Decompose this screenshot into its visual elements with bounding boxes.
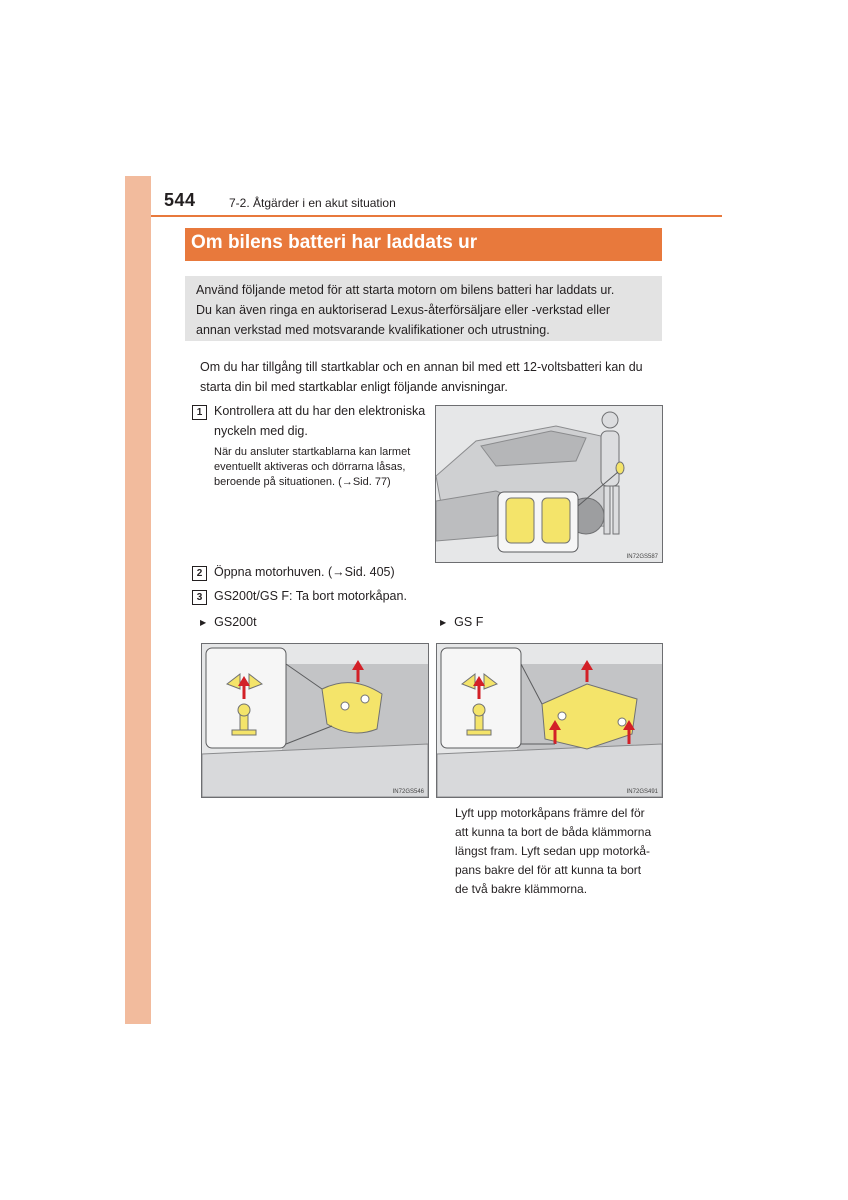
engine-drawing-gsf xyxy=(437,644,662,797)
section-title: 7-2. Åtgärder i en akut situation xyxy=(229,196,396,210)
step-note: När du ansluter startkablarna kan larmet xyxy=(214,446,411,458)
variant-label-gs200t: ▶ GS200t xyxy=(200,615,257,629)
image-code: IN72GS587 xyxy=(626,554,658,560)
step-text: nyckeln med dig. xyxy=(214,424,308,438)
car-illustration xyxy=(435,405,663,563)
intro-box xyxy=(185,276,662,341)
variant-label-gsf: ▶ GS F xyxy=(440,615,484,629)
step-note: beroende på situationen. (→Sid. 77) xyxy=(214,476,391,488)
step-number: 1 xyxy=(192,405,207,420)
intro-line: annan verkstad med motsvarande kvalifikationer och utrustning. xyxy=(196,323,550,337)
engine-drawing-gs200t xyxy=(202,644,428,797)
step-note: eventuellt aktiveras och dörrarna låsas, xyxy=(214,461,406,473)
chapter-side-tab xyxy=(125,176,151,1024)
paragraph-line: Om du har tillgång till startkablar och en annan bil med ett 12-voltsbatteri kan du xyxy=(200,360,643,374)
step-text: GS200t/GS F: Ta bort motorkåpan. xyxy=(214,589,407,603)
page-number: 544 xyxy=(164,190,196,210)
step-number: 3 xyxy=(192,590,207,605)
caption-line: längst fram. Lyft sedan upp motorkå- xyxy=(455,844,650,858)
step-number: 2 xyxy=(192,566,207,581)
step-text: Kontrollera att du har den elektroniska xyxy=(214,404,426,418)
step-text: Öppna motorhuven. (→Sid. 405) xyxy=(214,565,395,579)
paragraph-line: starta din bil med startkablar enligt följande anvisningar. xyxy=(200,380,508,394)
car-drawing xyxy=(436,406,662,562)
header-divider xyxy=(151,215,722,217)
triangle-bullet-icon: ▶ xyxy=(200,618,207,627)
caption-line: Lyft upp motorkåpans främre del för xyxy=(455,806,645,820)
image-code: IN72GS546 xyxy=(392,789,424,795)
title-bar xyxy=(185,228,662,261)
engine-illustration-gsf xyxy=(436,643,663,798)
page-title: Om bilens batteri har laddats ur xyxy=(191,232,478,253)
triangle-bullet-icon: ▶ xyxy=(440,618,447,627)
intro-line: Använd följande metod för att starta motorn om bilens batteri har laddats ur. xyxy=(196,283,615,297)
image-code: IN72GS491 xyxy=(626,789,658,795)
caption-line: pans bakre del för att kunna ta bort xyxy=(455,863,642,877)
caption-line: de två bakre klämmorna. xyxy=(455,882,588,896)
caption-line: att kunna ta bort de båda klämmorna xyxy=(455,825,652,839)
intro-line: Du kan även ringa en auktoriserad Lexus-återförsäljare eller -verkstad eller xyxy=(196,303,611,317)
engine-illustration-gs200t xyxy=(201,643,429,798)
